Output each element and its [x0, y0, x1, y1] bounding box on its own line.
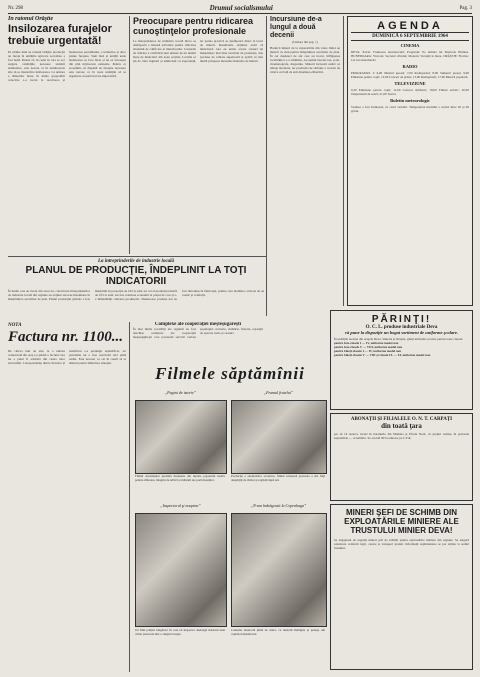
- film-title: „N-am îndrăgostit la Copenhaga”: [250, 503, 307, 508]
- agenda-cinema-heading: CINEMA: [400, 43, 420, 48]
- article-body: Pe ultima lună au raionul Orăştie producţia de furaje în unităţile agricole socialiste a fost bună. Pentru că, în cazul în care se vor asigura cantităţile necesare iernării animalelor, este nevoie ca în următoarele zile să se intensifice insilozarea. Ca urmare a măsurilor luate, în multe gospodării colective s-a trecut la recoltarea şi însilozarea porumbului, a ierburilor şi altor plante furajere. Sunt însă şi unităţi unde însilozarea se face încet şi nu se foloseşte din plin mijloacele existente. Pentru ca zootehnia să dispună de furajele necesare este nevoie ca în toate unităţile să se urgenteze această lucrare importantă.: [8, 50, 126, 82]
- article-body: Harnicii mineri de la exploatările din valea Jiului au muncit cu elan pentru îndeplinirea sarcinilor de plan. În cei douăzeci de ani care au trecut, înfăţişarea localităţilor s-a schimbat. Au apărut blocuri noi, şcoli, cinematografe, magazine. Minerii lucrează astăzi cu utilaje moderne, iar producţia de cărbune a crescut de câteva ori faţă de anii dinaintea eliberării.: [270, 46, 340, 74]
- agenda-radio-heading: RADIO: [402, 64, 418, 69]
- agenda-tv-text: 9,30 Emisiune pentru copii; 11,00 Concert simfonic; 18,00 Filmul artistic; 20,00 Telejurnalul de seară; 21,00 Teatru.: [351, 88, 469, 96]
- page-number-left: Nr. 298: [8, 5, 23, 11]
- film-caption: Filmul documentar prezintă momente din luptele poporului nostru pentru eliberare, imagini de arhivă şi mărturii ale participanţilor.: [135, 474, 225, 482]
- film-caption: Un film poliţist bulgăresc în care un inspector dezleagă misterul unei crime petrecute într-o singură noapte.: [135, 628, 225, 636]
- article-insilozare: [8, 16, 126, 254]
- agenda-weather-heading: Buletin meteorologic: [390, 98, 430, 103]
- column-rule: [266, 16, 267, 316]
- article-title: Factura nr. 1100...: [8, 329, 124, 345]
- film-caption: Producţie a studiourilor sovietice, filmul relatează povestea a doi fraţi despărţiţi de război şi regăsiţi după ani.: [231, 474, 325, 482]
- ad-mineri: [330, 504, 473, 670]
- agenda-tv-heading: TELEVIZIUNE: [394, 81, 426, 86]
- column-rule: [129, 322, 130, 672]
- ad-title: MINERI ŞEFI DE SCHIMB DIN EXPLOATĂRILE MINIERE ALE TRUSTULUI MINIER DEVA!: [344, 508, 459, 535]
- agenda-title: AGENDA: [377, 20, 443, 32]
- ad-lead: vă pune la dispoziţie un bogat sortiment de uniforme şcolare.: [344, 330, 458, 335]
- masthead: Drumul socialismului: [209, 4, 273, 12]
- article-title: Incursiune de-a lungul a două decenii: [270, 16, 322, 39]
- ad-item: pentru fete-clasele I — IV, uniforme model nou: [334, 341, 399, 345]
- agenda-cinema-text: DEVA: Patria: Frumoasa necunoscută; Progresul: Pe urmele lui Sherlock Holmes. HUNEDOARA: Victoria: Secretul cifrului; Modern: Vacanţă la mare. ORĂŞTIE: Flacăra: Cei trei muschetari.: [351, 50, 469, 62]
- agenda-date: DUMINICĂ 6 SEPTEMBRIE 1964: [351, 32, 469, 41]
- film-photo-3: [135, 513, 227, 627]
- article-kicker: În raionul Orăştie: [8, 16, 54, 22]
- ad-item: pentru băieţi-clasele I — IV, uniforme model nou: [334, 349, 402, 353]
- ad-body: Se angajează de urgenţă mineri şefi de schimb pentru exploatările miniere din regiune. Se asigură salarizare conform legii, cazare şi transport gratuit. Informaţii suplimentare se pot obţine la sediul trustului.: [334, 538, 469, 550]
- ad-body: pot să vă rezerve locuri în hotelurile din Mamaia şi Eforie Nord, cu preţuri reduse, în perioada septembrie — octombrie. Se acordă 50% reducere pe C.F.R.: [334, 432, 469, 440]
- article-byline: (Urmare din pag. 1): [292, 40, 318, 44]
- column-rule: [343, 16, 344, 306]
- section-rule: [8, 256, 266, 257]
- article-body: În mai multe localităţi ale regiunii au fost deschise complexe ale cooperaţiei meşteşugăreşti care prestează servicii variate populaţiei: croitorie, cizmărie, frizerie, reparaţii de aparate radio şi ceasuri.: [133, 327, 263, 339]
- ad-text: din toată ţara: [381, 422, 422, 430]
- article-planul: [8, 258, 264, 318]
- article-body: La întreprinderea de industrie locală Deva se desfăşoară o intensă activitate pentru ridicarea nivelului de calificare al muncitorilor. Cursurile de ridicare a calificării sunt urmate de un număr mare de muncitori din toate secţiile. Lecţiile se ţin de către ingineri şi tehnicieni cu experienţă, iar partea practică se desfăşoară direct la locul de muncă. Rezultatele obţinute arată că muncitorii care au urmat aceste cursuri îşi îndeplinesc mai bine sarcinile de producţie, dau produse de calitate superioară şi aplică cu mai multă pricepere metodele înaintate de muncă.: [133, 39, 263, 63]
- ad-parinti: [330, 310, 473, 410]
- article-kicker: La întreprinderile de industrie locală: [97, 259, 175, 264]
- article-complexe: [133, 322, 263, 362]
- article-title: PLANUL DE PRODUCŢIE, ÎNDEPLINIT LA TOŢI INDICATORII: [25, 265, 247, 287]
- ad-org: O. C. L. produse industriale Deva: [365, 325, 438, 330]
- film-title: „Pagini de istorie”: [164, 390, 197, 395]
- film-photo-4: [231, 513, 327, 627]
- article-factura: [8, 322, 126, 672]
- article-title: Complexe ale cooperaţiei meşteşugăreşti: [154, 322, 242, 327]
- article-preocupare: [133, 16, 263, 184]
- agenda-radio-text: PROGRAMUL I: 6,00 Muzică uşoară; 7,00 Radiojurnal; 8,00 Sumarul presei; 9,00 Emisiune pentru copii; 12,00 Concert de prânz; 13,00 Radiojurnal; 17,00 Muzică populară.: [351, 71, 469, 79]
- film-caption: Comedie muzicală plină de umor, cu melodii îndrăgite şi peisaje din capitala Danemarcei.: [231, 628, 325, 636]
- ad-item: pentru fete-clasele V — VIII, uniforme model nou: [334, 345, 403, 349]
- ad-ont-carpati: [330, 413, 473, 501]
- column-rule: [129, 16, 130, 254]
- film-title: „Frumul fratelui”: [263, 390, 294, 395]
- film-photo-1: [135, 400, 227, 474]
- agenda-box: [347, 16, 473, 306]
- films-title: Filmele săptămînii: [155, 364, 305, 383]
- ad-title: PĂRINŢI!: [371, 314, 432, 325]
- article-incursiune: [270, 16, 340, 316]
- agenda-weather-text: Vremea a fost frumoasă, cu cerul variabil. Temperatura maximă a oscilat între 20 şi 26 grade.: [351, 105, 469, 113]
- article-title: Insilozarea furajelor trebuie urgentată!: [8, 23, 112, 47]
- article-body: În lunile care au trecut din acest an, colectivele întreprinderilor de industrie locală din regiune au obţinut succese însemnate în îndeplinirea sarcinilor de plan. Planul producţiei globale a fost îndeplinit în proporţie de 102 la sută, iar cel al producţiei marfă de 103 la sută. Au fost realizate economii la preţul de cost şi s-a îmbunătăţit calitatea produselor. Numeroase produse noi au fost introduse în fabricaţie, printre care mobilier, articole de uz casnic şi confecţii.: [8, 289, 264, 301]
- page-header: [8, 3, 472, 14]
- ad-item: pentru băieţi-clasele V — VIII şi clasele IX — XI, uniforme model nou: [334, 353, 431, 357]
- article-kicker: NOTĂ: [8, 323, 22, 328]
- page-number-right: Pag. 3: [459, 5, 472, 11]
- film-title: „Inspectorul şi noaptea”: [160, 503, 201, 508]
- film-photo-2: [231, 400, 327, 474]
- ad-body: În unităţile noastre din oraşele Deva, Simeria şi Orăştie, găsiţi uniforme şcolare pentru toate clasele:: [334, 337, 464, 341]
- article-title: Preocupare pentru ridicarea cunoştinţelor profesionale: [133, 16, 254, 36]
- ad-title: ABONAŢII ŞI FILIALELE O. N. T. CARPAŢI: [350, 417, 453, 422]
- article-body: De câteva luni de zile, la o unitate comercială din oraş s-a primit o factură care nu a putut fi achitată din cauza unor neclarităţi. Corespondenţa dintre furnizor şi beneficiar s-a prelungit nejustificat, iar problema nu a fost rezolvată nici până astăzi. Este necesar ca cei în cauză să ia măsuri pentru lămurirea situaţiei.: [8, 349, 126, 365]
